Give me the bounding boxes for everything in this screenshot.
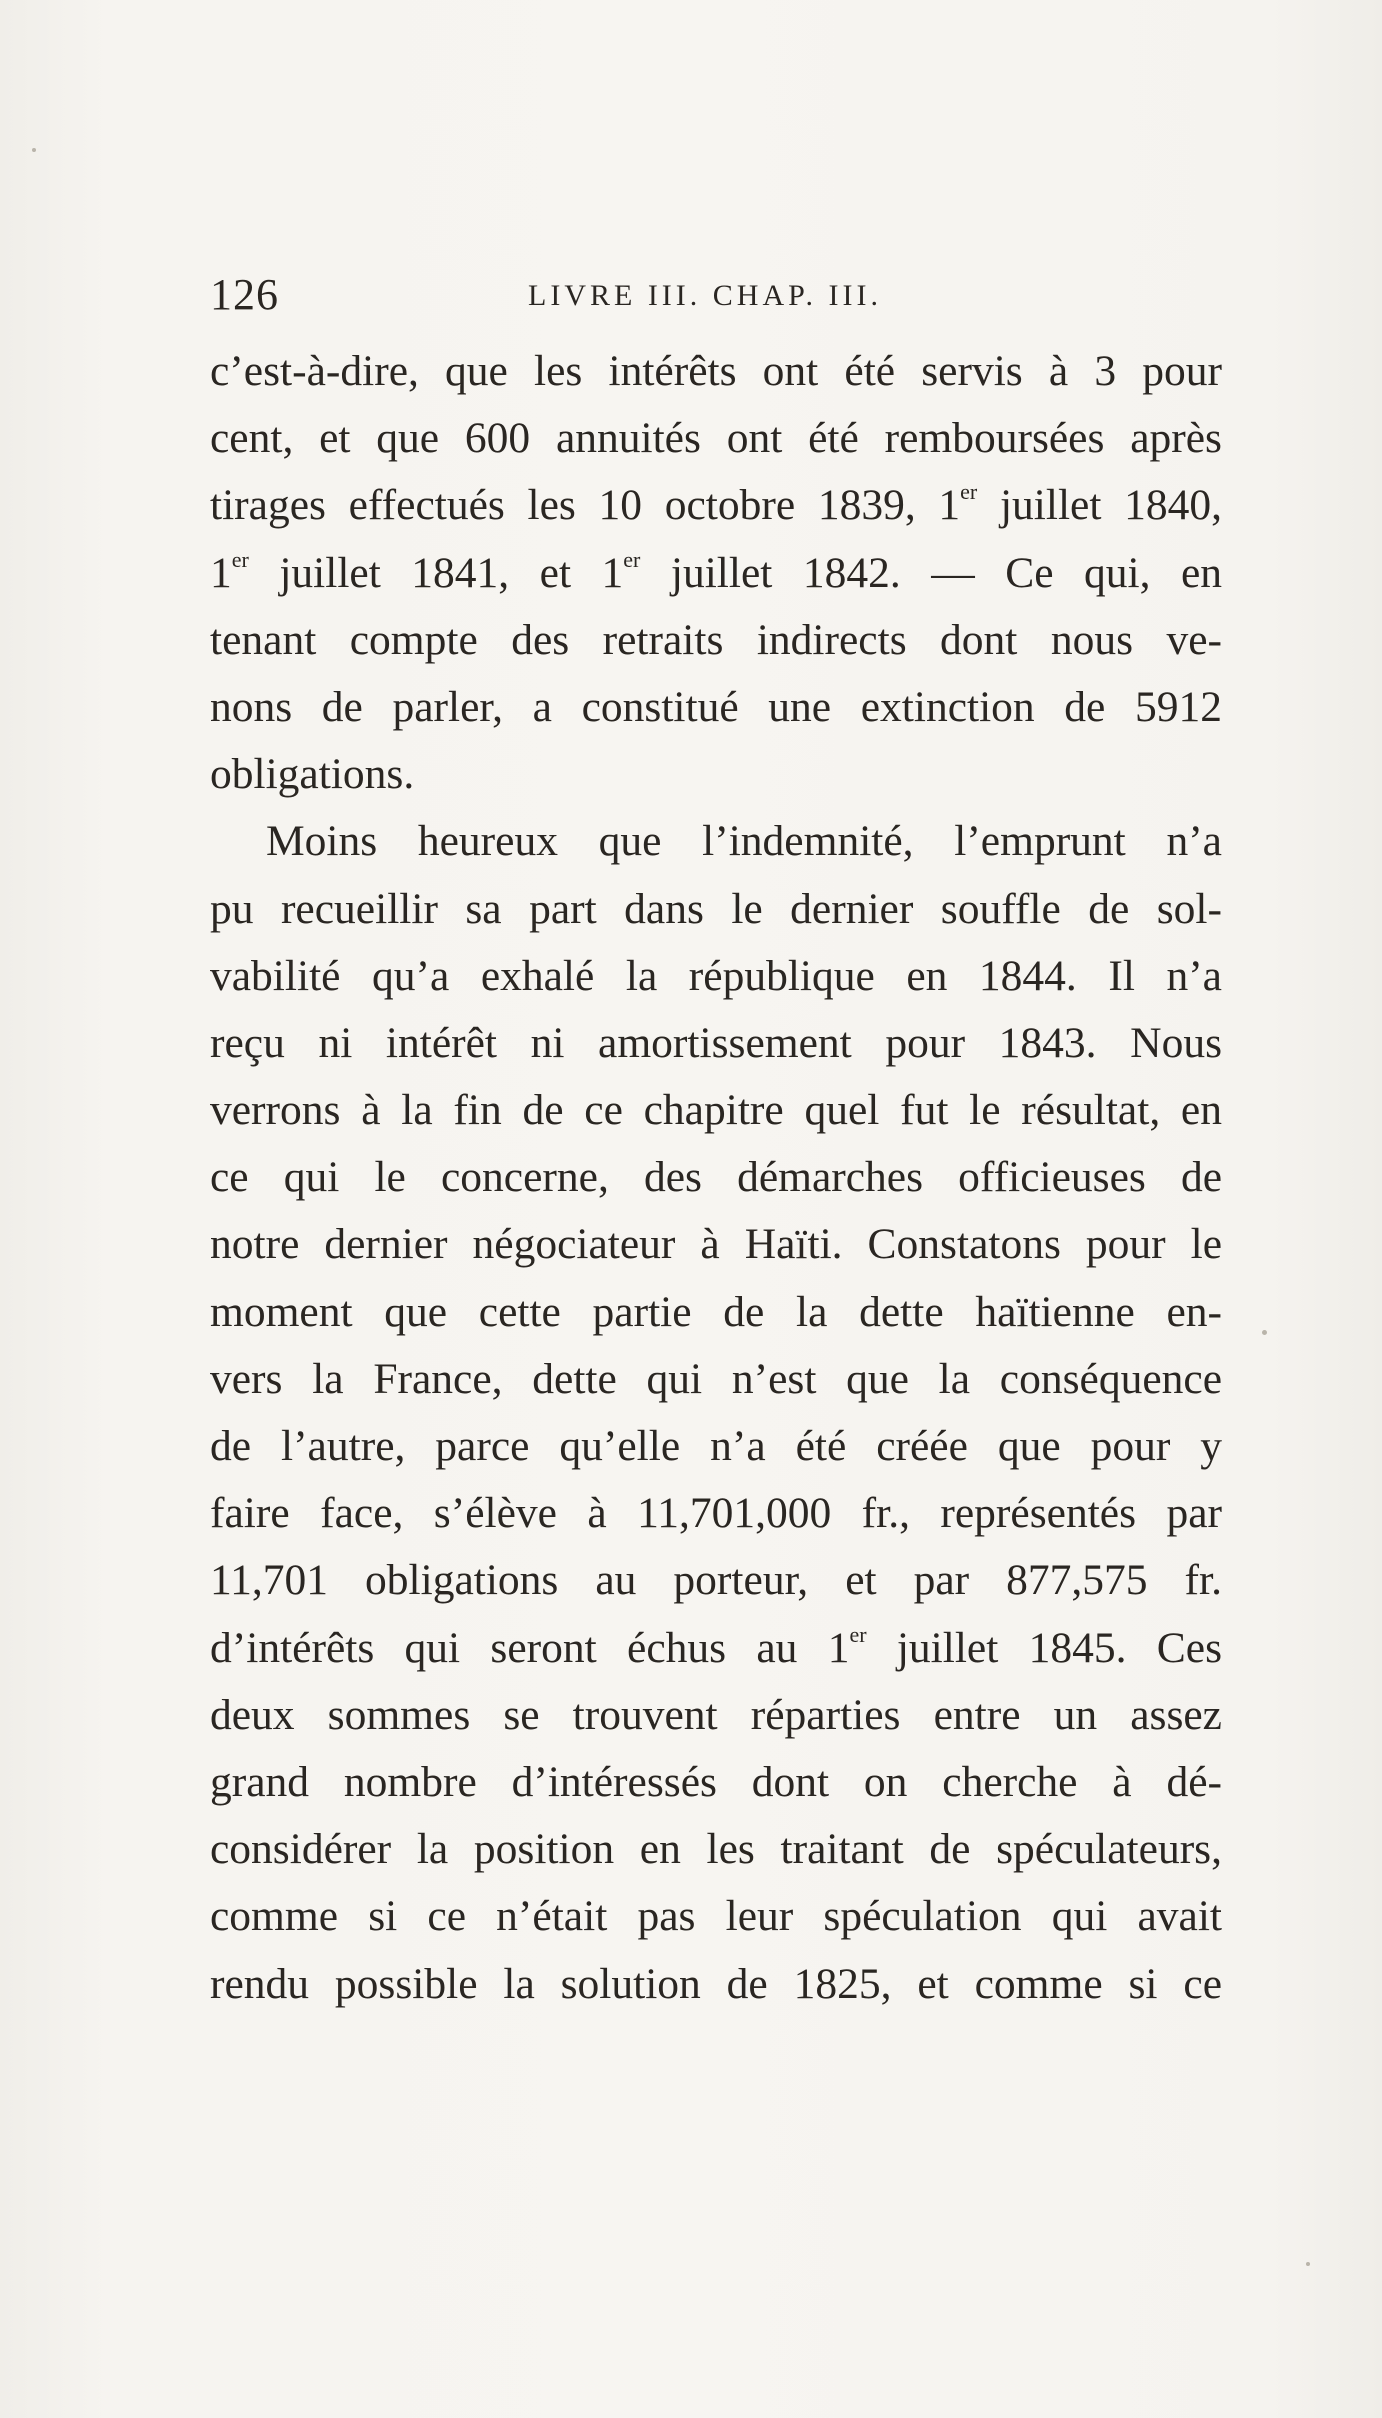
- paragraph-2: [210, 808, 1222, 2017]
- text-line: faire face, s’élève à 11,701,000 fr., représentés par: [210, 1489, 1222, 1538]
- text-line: 1er juillet 1841, et 1er juillet 1842. — Ce qui, en: [210, 546, 1222, 597]
- text-line: moment que cette partie de la dette haïtienne en-: [210, 1287, 1222, 1336]
- text-line: verrons à la fin de ce chapitre quel fut le résultat, en: [210, 1086, 1222, 1135]
- text-line: reçu ni intérêt ni amortissement pour 1843. Nous: [210, 1018, 1222, 1067]
- text-line: pu recueillir sa part dans le dernier souffle de sol-: [210, 884, 1222, 933]
- running-head: LIVRE III. CHAP. III.: [528, 279, 882, 312]
- text-line: tirages effectués les 10 octobre 1839, 1er juillet 1840,: [210, 479, 1222, 530]
- page-number: 126: [210, 270, 279, 319]
- paper-speck: [1262, 1330, 1267, 1335]
- text-line: grand nombre d’intéressés dont on cherche à dé-: [210, 1757, 1222, 1806]
- body-text: [210, 338, 1222, 2018]
- text-line: tenant compte des retraits indirects dont nous ve-: [210, 615, 1222, 664]
- text-line: de l’autre, parce qu’elle n’a été créée que pour y: [210, 1422, 1222, 1470]
- text-line: obligations.: [210, 750, 415, 799]
- paragraph-1: [210, 338, 1222, 808]
- text-line: cent, et que 600 annuités ont été remboursées après: [210, 414, 1222, 463]
- text-line: notre dernier négociateur à Haïti. Constatons pour le: [210, 1220, 1222, 1269]
- text-line: ce qui le concerne, des démarches officieuses de: [210, 1153, 1222, 1202]
- text-line: 11,701 obligations au porteur, et par 877,575 fr.: [210, 1556, 1222, 1605]
- paper-speck: [32, 148, 36, 152]
- text-line: c’est-à-dire, que les intérêts ont été servis à 3 pour: [210, 347, 1222, 395]
- text-line: rendu possible la solution de 1825, et comme si ce: [210, 1959, 1222, 2008]
- text-line: deux sommes se trouvent réparties entre un assez: [210, 1690, 1222, 1739]
- text-line: d’intérêts qui seront échus au 1er juillet 1845. Ces: [210, 1621, 1222, 1672]
- text-line: comme si ce n’était pas leur spéculation qui avait: [210, 1892, 1222, 1941]
- page-header: [210, 270, 1210, 320]
- paper-speck: [1306, 2262, 1310, 2266]
- text-line: vers la France, dette qui n’est que la conséquence: [210, 1354, 1222, 1403]
- text-line: considérer la position en les traitant de spéculateurs,: [210, 1825, 1222, 1874]
- text-line: nons de parler, a constitué une extinction de 5912: [210, 682, 1222, 731]
- text-line: vabilité qu’a exhalé la république en 1844. Il n’a: [210, 951, 1222, 1000]
- text-line: Moins heureux que l’indemnité, l’emprunt n’a: [266, 817, 1222, 866]
